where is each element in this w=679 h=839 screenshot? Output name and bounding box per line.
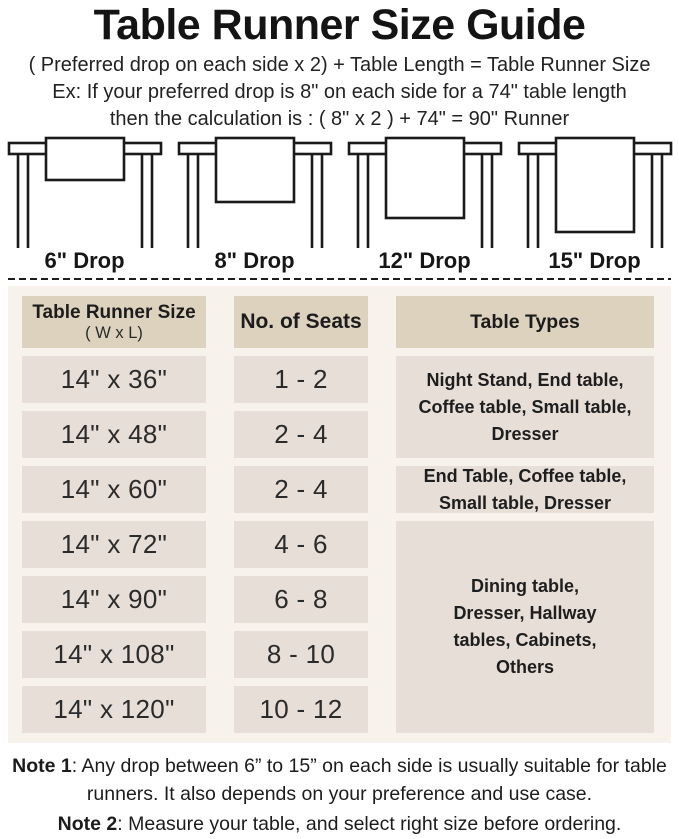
size-cell: 14" x 60" (22, 466, 206, 513)
header-runner-size-sub: ( W x L) (85, 323, 143, 342)
seats-cell: 1 - 2 (234, 356, 368, 403)
drop-illustrations (0, 136, 679, 273)
drop-label: 15" Drop (548, 248, 641, 274)
dashed-divider (8, 277, 671, 280)
size-cell: 14" x 72" (22, 521, 206, 568)
page-title: Table Runner Size Guide (93, 1, 586, 49)
header-runner-size-title: Table Runner Size (32, 302, 196, 324)
example-line-1: Ex: If your preferred drop is 8" on each side for a 74" table length (52, 81, 627, 104)
size-cell: 14" x 36" (22, 356, 206, 403)
seats-cell: 8 - 10 (234, 631, 368, 678)
seats-cell: 6 - 8 (234, 576, 368, 623)
table-types-cell-large: Dining table, Dresser, Hallway tables, Cabinets, Others (396, 521, 654, 733)
table-runner-diagram (175, 136, 335, 248)
table-runner-diagram (515, 136, 675, 248)
size-cell: 14" x 90" (22, 576, 206, 623)
header-runner-size (22, 296, 206, 348)
table-runner-diagram (345, 136, 505, 248)
example-line-2: then the calculation is : ( 8" x 2 ) + 74" = 90" Runner (109, 108, 570, 131)
size-table-panel (8, 286, 671, 743)
drop-label: 6" Drop (44, 248, 125, 274)
seats-cell: 4 - 6 (234, 521, 368, 568)
note-2: Note 2: Measure your table, and select right size before ordering. (57, 812, 622, 835)
seats-cell: 2 - 4 (234, 466, 368, 513)
table-types-cell-medium: End Table, Coffee table, Small table, Dresser (396, 466, 654, 513)
size-cell: 14" x 48" (22, 411, 206, 458)
seats-cell: 10 - 12 (234, 686, 368, 733)
drop-label: 12" Drop (378, 248, 471, 274)
size-cell: 14" x 108" (22, 631, 206, 678)
header-seats: No. of Seats (234, 296, 368, 348)
table-drop-illustration-15 (515, 136, 675, 273)
note-1: Note 1: Any drop between 6” to 15” on each side is usually suitable for table runners. It also depends on your preference and use case. (12, 755, 667, 806)
table-runner-diagram (5, 136, 165, 248)
header-table-types: Table Types (396, 296, 654, 348)
seats-cell: 2 - 4 (234, 411, 368, 458)
table-drop-illustration-6 (5, 136, 165, 273)
table-types-cell-small: Night Stand, End table, Coffee table, Small table, Dresser (396, 356, 654, 458)
table-drop-illustration-12 (345, 136, 505, 273)
drop-label: 8" Drop (214, 248, 295, 274)
size-cell: 14" x 120" (22, 686, 206, 733)
table-drop-illustration-8 (175, 136, 335, 273)
formula-text: ( Preferred drop on each side x 2) + Table Length = Table Runner Size (28, 54, 651, 77)
